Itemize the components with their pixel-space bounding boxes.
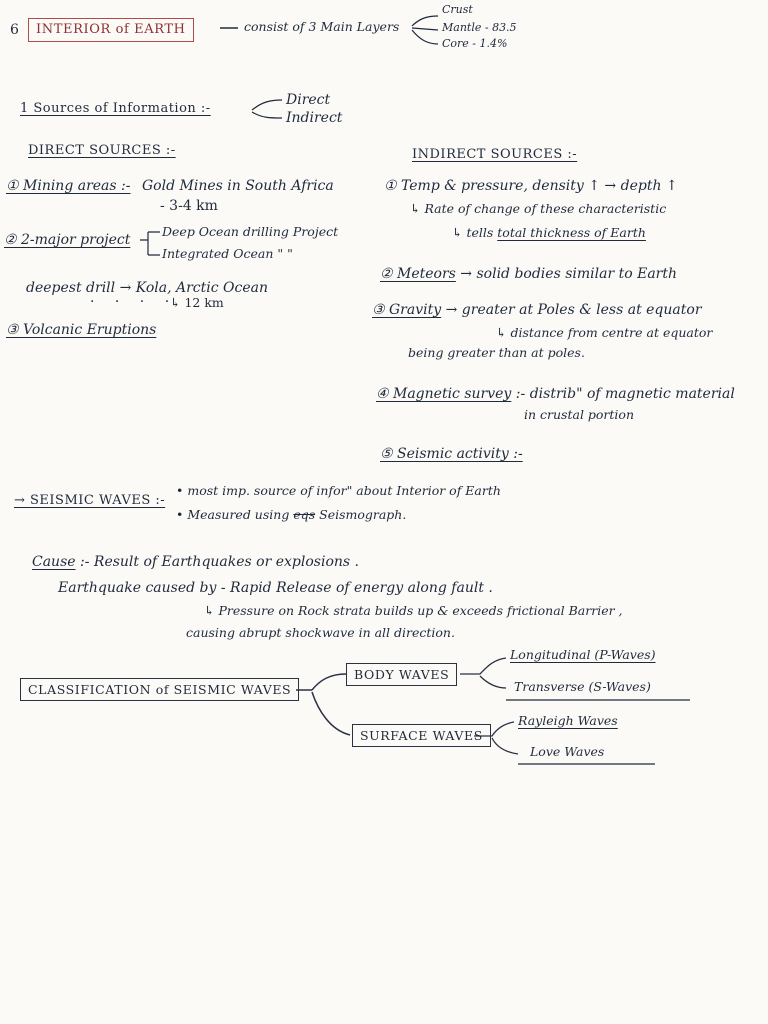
indirect-item-4-text: :- distrib" of magnetic material [515, 386, 735, 402]
earthquake-sub-2: causing abrupt shockwave in all direction. [186, 625, 455, 640]
classification-root-box: CLASSIFICATION of SEISMIC WAVES [20, 678, 299, 701]
indirect-item-1-sub1: ↳ Rate of change of these characteristic [410, 201, 667, 216]
seismic-line-1: • most imp. source of infor" about Interior of Earth [176, 483, 501, 498]
layers-intro: consist of 3 Main Layers [244, 19, 400, 34]
layer-core: Core - 1.4% [442, 37, 508, 50]
indirect-item-1: ① Temp & pressure, density ↑ → depth ↑ [384, 178, 678, 194]
deepest-drill: deepest drill → Kola, Arctic Ocean [26, 280, 268, 296]
layer-crust: Crust [442, 3, 473, 16]
direct-item-3: ③ Volcanic Eruptions [6, 322, 157, 338]
indirect-item-3-label: ③ Gravity [372, 302, 442, 318]
deepest-depth: ↳ 12 km [170, 295, 224, 310]
indirect-item-4-sub: in crustal portion [524, 407, 635, 422]
body-wave-transverse: Transverse (S-Waves) [514, 679, 651, 694]
indirect-item-4 [376, 386, 735, 402]
seismic-line-2-start: • Measured using [176, 507, 290, 522]
indirect-item-1-sub2-underlined: total thickness of Earth [497, 225, 646, 240]
seismic-line-2-end: Seismograph. [319, 507, 407, 522]
indirect-item-3-sub2: being greater than at poles. [408, 345, 585, 360]
direct-item-2-b: Integrated Ocean " " [162, 246, 293, 261]
indirect-sources-heading: INDIRECT SOURCES :- [412, 147, 578, 162]
seismic-line-2 [176, 508, 406, 522]
cause-line [32, 554, 359, 570]
sources-indirect: Indirect [286, 110, 343, 126]
surface-wave-love: Love Waves [530, 744, 605, 759]
indirect-item-2-text: → solid bodies similar to Earth [460, 266, 677, 282]
deepest-dots: · · · · [90, 294, 178, 310]
indirect-item-3-text: → greater at Poles & less at equator [445, 302, 702, 318]
indirect-item-1-sub2 [452, 226, 646, 240]
indirect-item-2-label: ② Meteors [380, 266, 456, 282]
surface-waves-box: SURFACE WAVES [352, 724, 491, 747]
direct-item-2-label: ② 2-major project [4, 232, 131, 248]
earthquake-line: Earthquake caused by - Rapid Release of energy along fault . [58, 580, 493, 596]
indirect-item-5: ⑤ Seismic activity :- [380, 446, 523, 462]
page-number: 6 [10, 22, 19, 38]
seismic-line-2-struck: eqs [293, 507, 316, 522]
indirect-item-1-sub2-prefix: ↳ tells [452, 225, 494, 240]
cause-text: :- Result of Earthquakes or explosions . [80, 554, 359, 570]
indirect-item-3-sub: ↳ distance from centre at equator [496, 325, 713, 340]
sources-heading: 1 Sources of Information :- [20, 101, 211, 116]
layer-mantle: Mantle - 83.5 [442, 21, 517, 34]
indirect-item-3 [372, 302, 702, 318]
indirect-item-2 [380, 266, 677, 282]
direct-item-2-a: Deep Ocean drilling Project [162, 224, 339, 239]
page-title: INTERIOR of EARTH [28, 18, 194, 42]
surface-wave-rayleigh: Rayleigh Waves [518, 713, 618, 728]
direct-item-1-depth: - 3-4 km [160, 198, 218, 214]
indirect-item-4-label: ④ Magnetic survey [376, 386, 512, 402]
sources-direct: Direct [286, 92, 331, 108]
direct-item-1-label: ① Mining areas :- [6, 178, 131, 194]
direct-sources-heading: DIRECT SOURCES :- [28, 143, 176, 158]
body-wave-longitudinal: Longitudinal (P-Waves) [510, 647, 656, 662]
earthquake-sub-1: ↳ Pressure on Rock strata builds up & exceeds frictional Barrier , [204, 603, 623, 618]
seismic-waves-label: → SEISMIC WAVES :- [14, 493, 166, 508]
direct-item-1-text: Gold Mines in South Africa [142, 178, 334, 194]
body-waves-box: BODY WAVES [346, 663, 457, 686]
cause-label: Cause [32, 554, 76, 570]
